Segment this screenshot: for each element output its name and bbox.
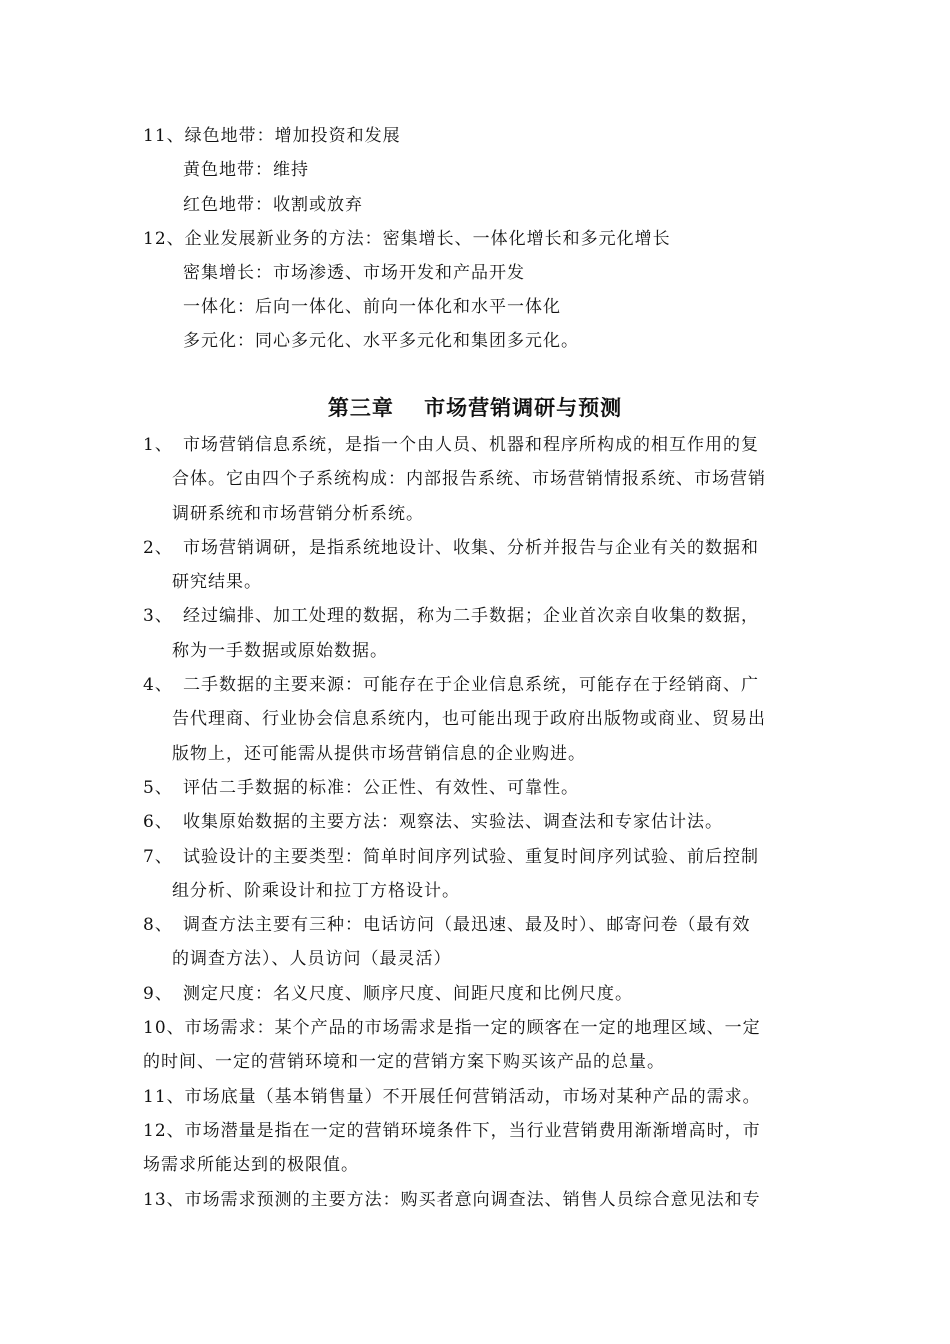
list-item bbox=[143, 810, 723, 834]
item-text: 市场潜量是指在一定的营销环境条件下，当行业营销费用渐渐增高时，市 bbox=[184, 1121, 761, 1141]
list-subitem-red: 红色地带：收割或放弃 bbox=[183, 195, 363, 215]
list-item-continuation: 调研系统和市场营销分析系统。 bbox=[172, 504, 424, 524]
list-item bbox=[143, 913, 751, 937]
list-item bbox=[143, 982, 633, 1006]
chapter-title: 第三章 市场营销调研与预测 bbox=[327, 395, 623, 420]
item-number: 10、 bbox=[143, 1018, 185, 1038]
item-text: 试验设计的主要类型：简单时间序列试验、重复时间序列试验、前后控制 bbox=[183, 847, 759, 867]
list-subitem-diversify: 多元化：同心多元化、水平多元化和集团多元化。 bbox=[183, 331, 579, 351]
list-item-continuation: 合体。它由四个子系统构成：内部报告系统、市场营销情报系统、市场营销 bbox=[172, 469, 766, 489]
list-item-continuation: 告代理商、行业协会信息系统内，也可能出现于政府出版物或商业、贸易出 bbox=[172, 709, 766, 729]
list-item bbox=[143, 604, 759, 628]
list-item bbox=[143, 1188, 761, 1212]
item-text: 市场需求：某个产品的市场需求是指一定的顾客在一定的地理区域、一定 bbox=[184, 1018, 761, 1038]
item-text: 调查方法主要有三种：电话访问（最迅速、最及时）、邮寄问卷（最有效 bbox=[183, 915, 751, 935]
list-item-continuation: 的调查方法）、人员访问（最灵活） bbox=[172, 949, 452, 969]
item-number: 2、 bbox=[143, 538, 173, 558]
item-number: 7、 bbox=[143, 847, 173, 867]
item-text: 企业发展新业务的方法：密集增长、一体化增长和多元化增长 bbox=[184, 229, 671, 249]
list-item-12 bbox=[143, 227, 671, 251]
item-number: 3、 bbox=[143, 606, 173, 626]
item-number: 4、 bbox=[143, 675, 173, 695]
list-item bbox=[143, 1016, 761, 1040]
item-number: 9、 bbox=[143, 984, 173, 1004]
list-item bbox=[143, 776, 579, 800]
list-item bbox=[143, 1119, 761, 1143]
list-item bbox=[143, 536, 759, 560]
item-number: 8、 bbox=[143, 915, 173, 935]
item-text: 经过编排、加工处理的数据，称为二手数据；企业首次亲自收集的数据， bbox=[183, 606, 759, 626]
item-text: 市场底量（基本销售量）不开展任何营销活动，市场对某种产品的需求。 bbox=[184, 1087, 761, 1107]
item-text: 绿色地带：增加投资和发展 bbox=[184, 126, 401, 146]
list-subitem-dense: 密集增长：市场渗透、市场开发和产品开发 bbox=[183, 263, 525, 283]
item-text: 测定尺度：名义尺度、顺序尺度、间距尺度和比例尺度。 bbox=[183, 984, 633, 1004]
list-subitem-yellow: 黄色地带：维持 bbox=[183, 160, 309, 180]
list-item-11 bbox=[143, 124, 401, 148]
list-item bbox=[143, 673, 759, 697]
list-item bbox=[143, 1085, 761, 1109]
item-number: 13、 bbox=[143, 1190, 185, 1210]
list-item-continuation: 场需求所能达到的极限值。 bbox=[143, 1155, 359, 1175]
item-text: 市场营销信息系统，是指一个由人员、机器和程序所构成的相互作用的复 bbox=[183, 435, 759, 455]
list-item bbox=[143, 433, 759, 457]
list-item-continuation: 研究结果。 bbox=[172, 572, 262, 592]
item-text: 市场营销调研，是指系统地设计、收集、分析并报告与企业有关的数据和 bbox=[183, 538, 759, 558]
list-item-continuation: 组分析、阶乘设计和拉丁方格设计。 bbox=[172, 881, 460, 901]
item-text: 收集原始数据的主要方法：观察法、实验法、调查法和专家估计法。 bbox=[183, 812, 723, 832]
list-item-continuation: 的时间、一定的营销环境和一定的营销方案下购买该产品的总量。 bbox=[143, 1052, 665, 1072]
item-number: 6、 bbox=[143, 812, 173, 832]
item-number: 11、 bbox=[143, 126, 185, 146]
item-number: 12、 bbox=[143, 1121, 185, 1141]
list-subitem-integration: 一体化：后向一体化、前向一体化和水平一体化 bbox=[183, 297, 561, 317]
list-item bbox=[143, 845, 759, 869]
list-item-continuation: 称为一手数据或原始数据。 bbox=[172, 641, 388, 661]
item-text: 市场需求预测的主要方法：购买者意向调查法、销售人员综合意见法和专 bbox=[184, 1190, 761, 1210]
item-number: 11、 bbox=[143, 1087, 185, 1107]
list-item-continuation: 版物上，还可能需从提供市场营销信息的企业购进。 bbox=[172, 744, 586, 764]
item-text: 二手数据的主要来源：可能存在于企业信息系统，可能存在于经销商、广 bbox=[183, 675, 759, 695]
item-number: 1、 bbox=[143, 435, 173, 455]
item-number: 5、 bbox=[143, 778, 173, 798]
item-text: 评估二手数据的标准：公正性、有效性、可靠性。 bbox=[183, 778, 579, 798]
item-number: 12、 bbox=[143, 229, 185, 249]
